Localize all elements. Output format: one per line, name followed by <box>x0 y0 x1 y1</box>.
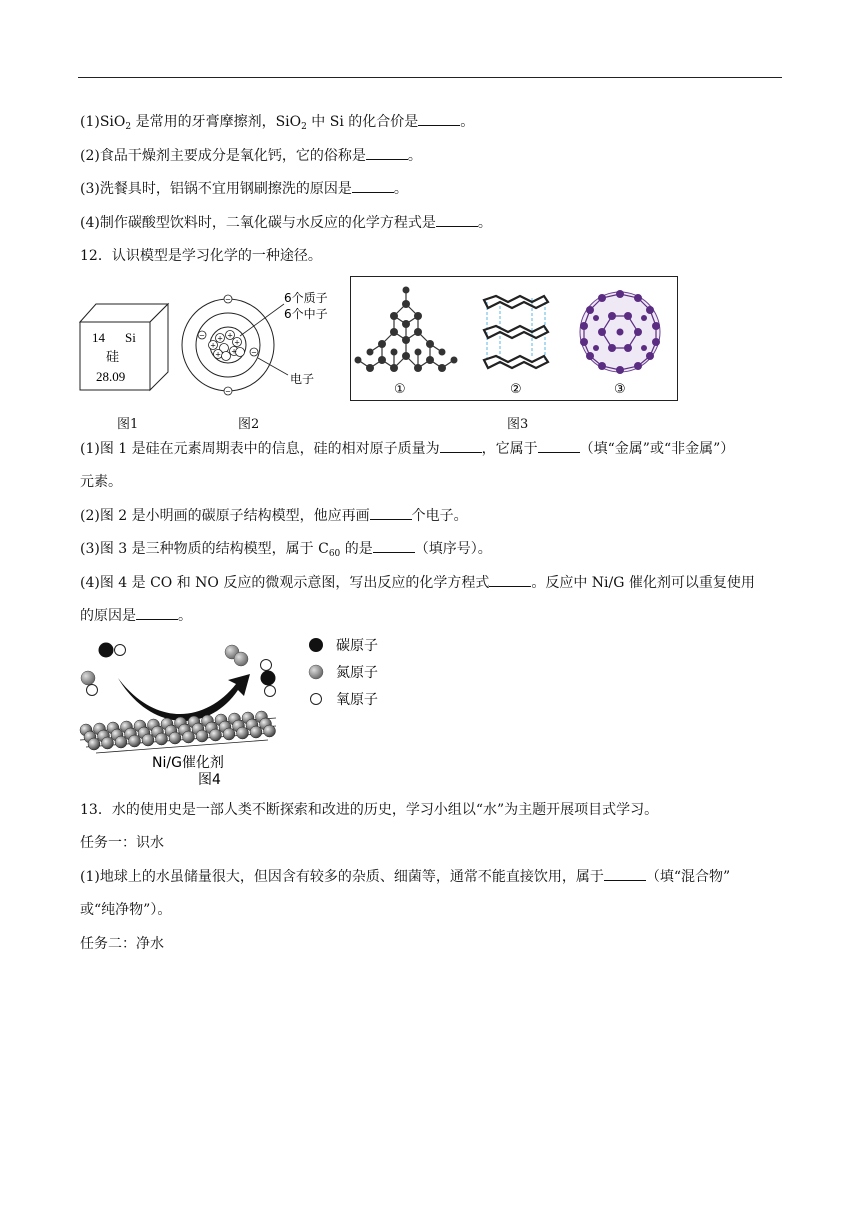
atomic-number: 14 <box>92 330 105 345</box>
q11-part3: (3)洗餐具时，铝锅不宜用钢刷擦洗的原因是 。 <box>80 181 408 197</box>
answer-blank <box>352 180 394 193</box>
no-oxygen-atom <box>87 685 98 696</box>
q12-part4-cont: 的原因是 。 <box>80 608 192 624</box>
answer-blank <box>436 214 478 227</box>
catalyst-atom <box>250 726 262 738</box>
catalyst-atom <box>264 725 276 737</box>
q12-part1-cont: 元素。 <box>80 474 122 490</box>
svg-text:+: + <box>217 334 223 343</box>
co-carbon-atom <box>99 643 114 658</box>
atomic-mass: 28.09 <box>96 369 126 384</box>
structure-label-2: ② <box>510 382 522 397</box>
svg-text:+: + <box>234 338 240 347</box>
legend-oxygen-marker <box>311 694 322 705</box>
header-rule <box>78 77 782 78</box>
co-oxygen-atom <box>115 645 126 656</box>
catalyst-atom <box>183 731 195 743</box>
figure4-reaction-diagram <box>76 632 396 792</box>
protons-label: 6个质子 <box>284 291 328 305</box>
legend-carbon-marker <box>309 638 323 652</box>
legend-carbon-label: 碳原子 <box>336 638 378 654</box>
answer-blank <box>136 607 178 620</box>
answer-blank <box>418 113 460 126</box>
figure2-atom-model <box>180 290 350 400</box>
element-name: 硅 <box>106 350 120 365</box>
catalyst-atom <box>169 732 181 744</box>
catalyst-atom <box>210 729 222 741</box>
svg-text:−: − <box>199 331 205 340</box>
q13-part1: (1)地球上的水虽储量很大，但因含有较多的杂质、细菌等，通常不能直接饮用，属于 （填“混合物” <box>80 869 731 885</box>
catalyst-atom <box>223 728 235 740</box>
no-nitrogen-atom <box>81 671 95 685</box>
answer-blank <box>489 574 531 587</box>
structure-label-1: ① <box>394 382 406 397</box>
q12-title: 12．认识模型是学习化学的一种途径。 <box>80 248 322 264</box>
svg-text:+: + <box>215 350 221 359</box>
figure4-caption: 图4 <box>198 772 221 788</box>
catalyst-atom <box>129 735 141 747</box>
neutrons-label: 6个中子 <box>284 307 328 321</box>
catalyst-atom <box>142 734 154 746</box>
q11-part1: (1)SiO$_2$ 是常用的牙膏摩擦剂，SiO$_2$ 中 Si 的化合价是 。 <box>80 114 475 132</box>
answer-blank <box>370 507 412 520</box>
answer-blank <box>373 540 415 553</box>
catalyst-atom <box>88 738 100 750</box>
figure1-element-cell <box>78 300 172 392</box>
co2-carbon-atom <box>261 671 276 686</box>
catalyst-label: Ni/G催化剂 <box>152 755 224 771</box>
legend-nitrogen-marker <box>309 665 323 679</box>
figure2-caption: 图2 <box>238 417 260 432</box>
figure3-caption: 图3 <box>507 417 529 432</box>
catalyst-atom <box>196 730 208 742</box>
svg-text:−: − <box>225 387 231 396</box>
svg-text:+: + <box>210 341 216 350</box>
svg-text:−: − <box>251 348 257 357</box>
legend-nitrogen-label: 氮原子 <box>336 665 378 681</box>
q12-part4: (4)图 4 是 CO 和 NO 反应的微观示意图，写出反应的化学方程式 。反应中 Ni/G 催化剂可以重复使用 <box>80 575 755 591</box>
answer-blank <box>440 440 482 453</box>
n2-atom <box>234 652 248 666</box>
svg-text:+: + <box>231 347 237 356</box>
q13-title: 13．水的使用史是一部人类不断探索和改进的历史，学习小组以“水”为主题开展项目式学习。 <box>80 802 659 818</box>
catalyst-atom <box>115 736 127 748</box>
answer-blank <box>366 147 408 160</box>
q13-task2: 任务二：净水 <box>80 936 164 952</box>
catalyst-atom <box>156 733 168 745</box>
svg-text:+: + <box>227 331 233 340</box>
q11-part4: (4)制作碳酸型饮料时，二氧化碳与水反应的化学方程式是 。 <box>80 215 492 231</box>
figure3-structure-models <box>350 276 678 402</box>
catalyst-atom <box>102 737 114 749</box>
answer-blank <box>538 440 580 453</box>
q12-part2: (2)图 2 是小明画的碳原子结构模型，他应再画 个电子。 <box>80 508 468 524</box>
q11-part2: (2)食品干燥剂主要成分是氧化钙，它的俗称是 。 <box>80 148 422 164</box>
q12-part1: (1)图 1 是硅在元素周期表中的信息，硅的相对原子质量为 ，它属于 （填“金属”或“非金属”） <box>80 441 735 457</box>
catalyst-atom <box>237 727 249 739</box>
co2-oxygen-atom <box>265 686 276 697</box>
q13-task1: 任务一：识水 <box>80 835 164 851</box>
element-symbol: Si <box>125 330 136 345</box>
co2-oxygen-atom <box>261 660 272 671</box>
reaction-arrow <box>118 674 250 721</box>
svg-text:−: − <box>225 295 231 304</box>
legend-oxygen-label: 氧原子 <box>336 692 378 708</box>
electron-label: 电子 <box>290 372 315 386</box>
answer-blank <box>604 868 646 881</box>
q12-part3: (3)图 3 是三种物质的结构模型，属于 $C_{60}$ 的是 （填序号）。 <box>80 541 492 559</box>
structure-label-3: ③ <box>614 382 626 397</box>
figure1-caption: 图1 <box>117 417 139 432</box>
q13-part1-cont: 或“纯净物”）。 <box>80 902 172 918</box>
